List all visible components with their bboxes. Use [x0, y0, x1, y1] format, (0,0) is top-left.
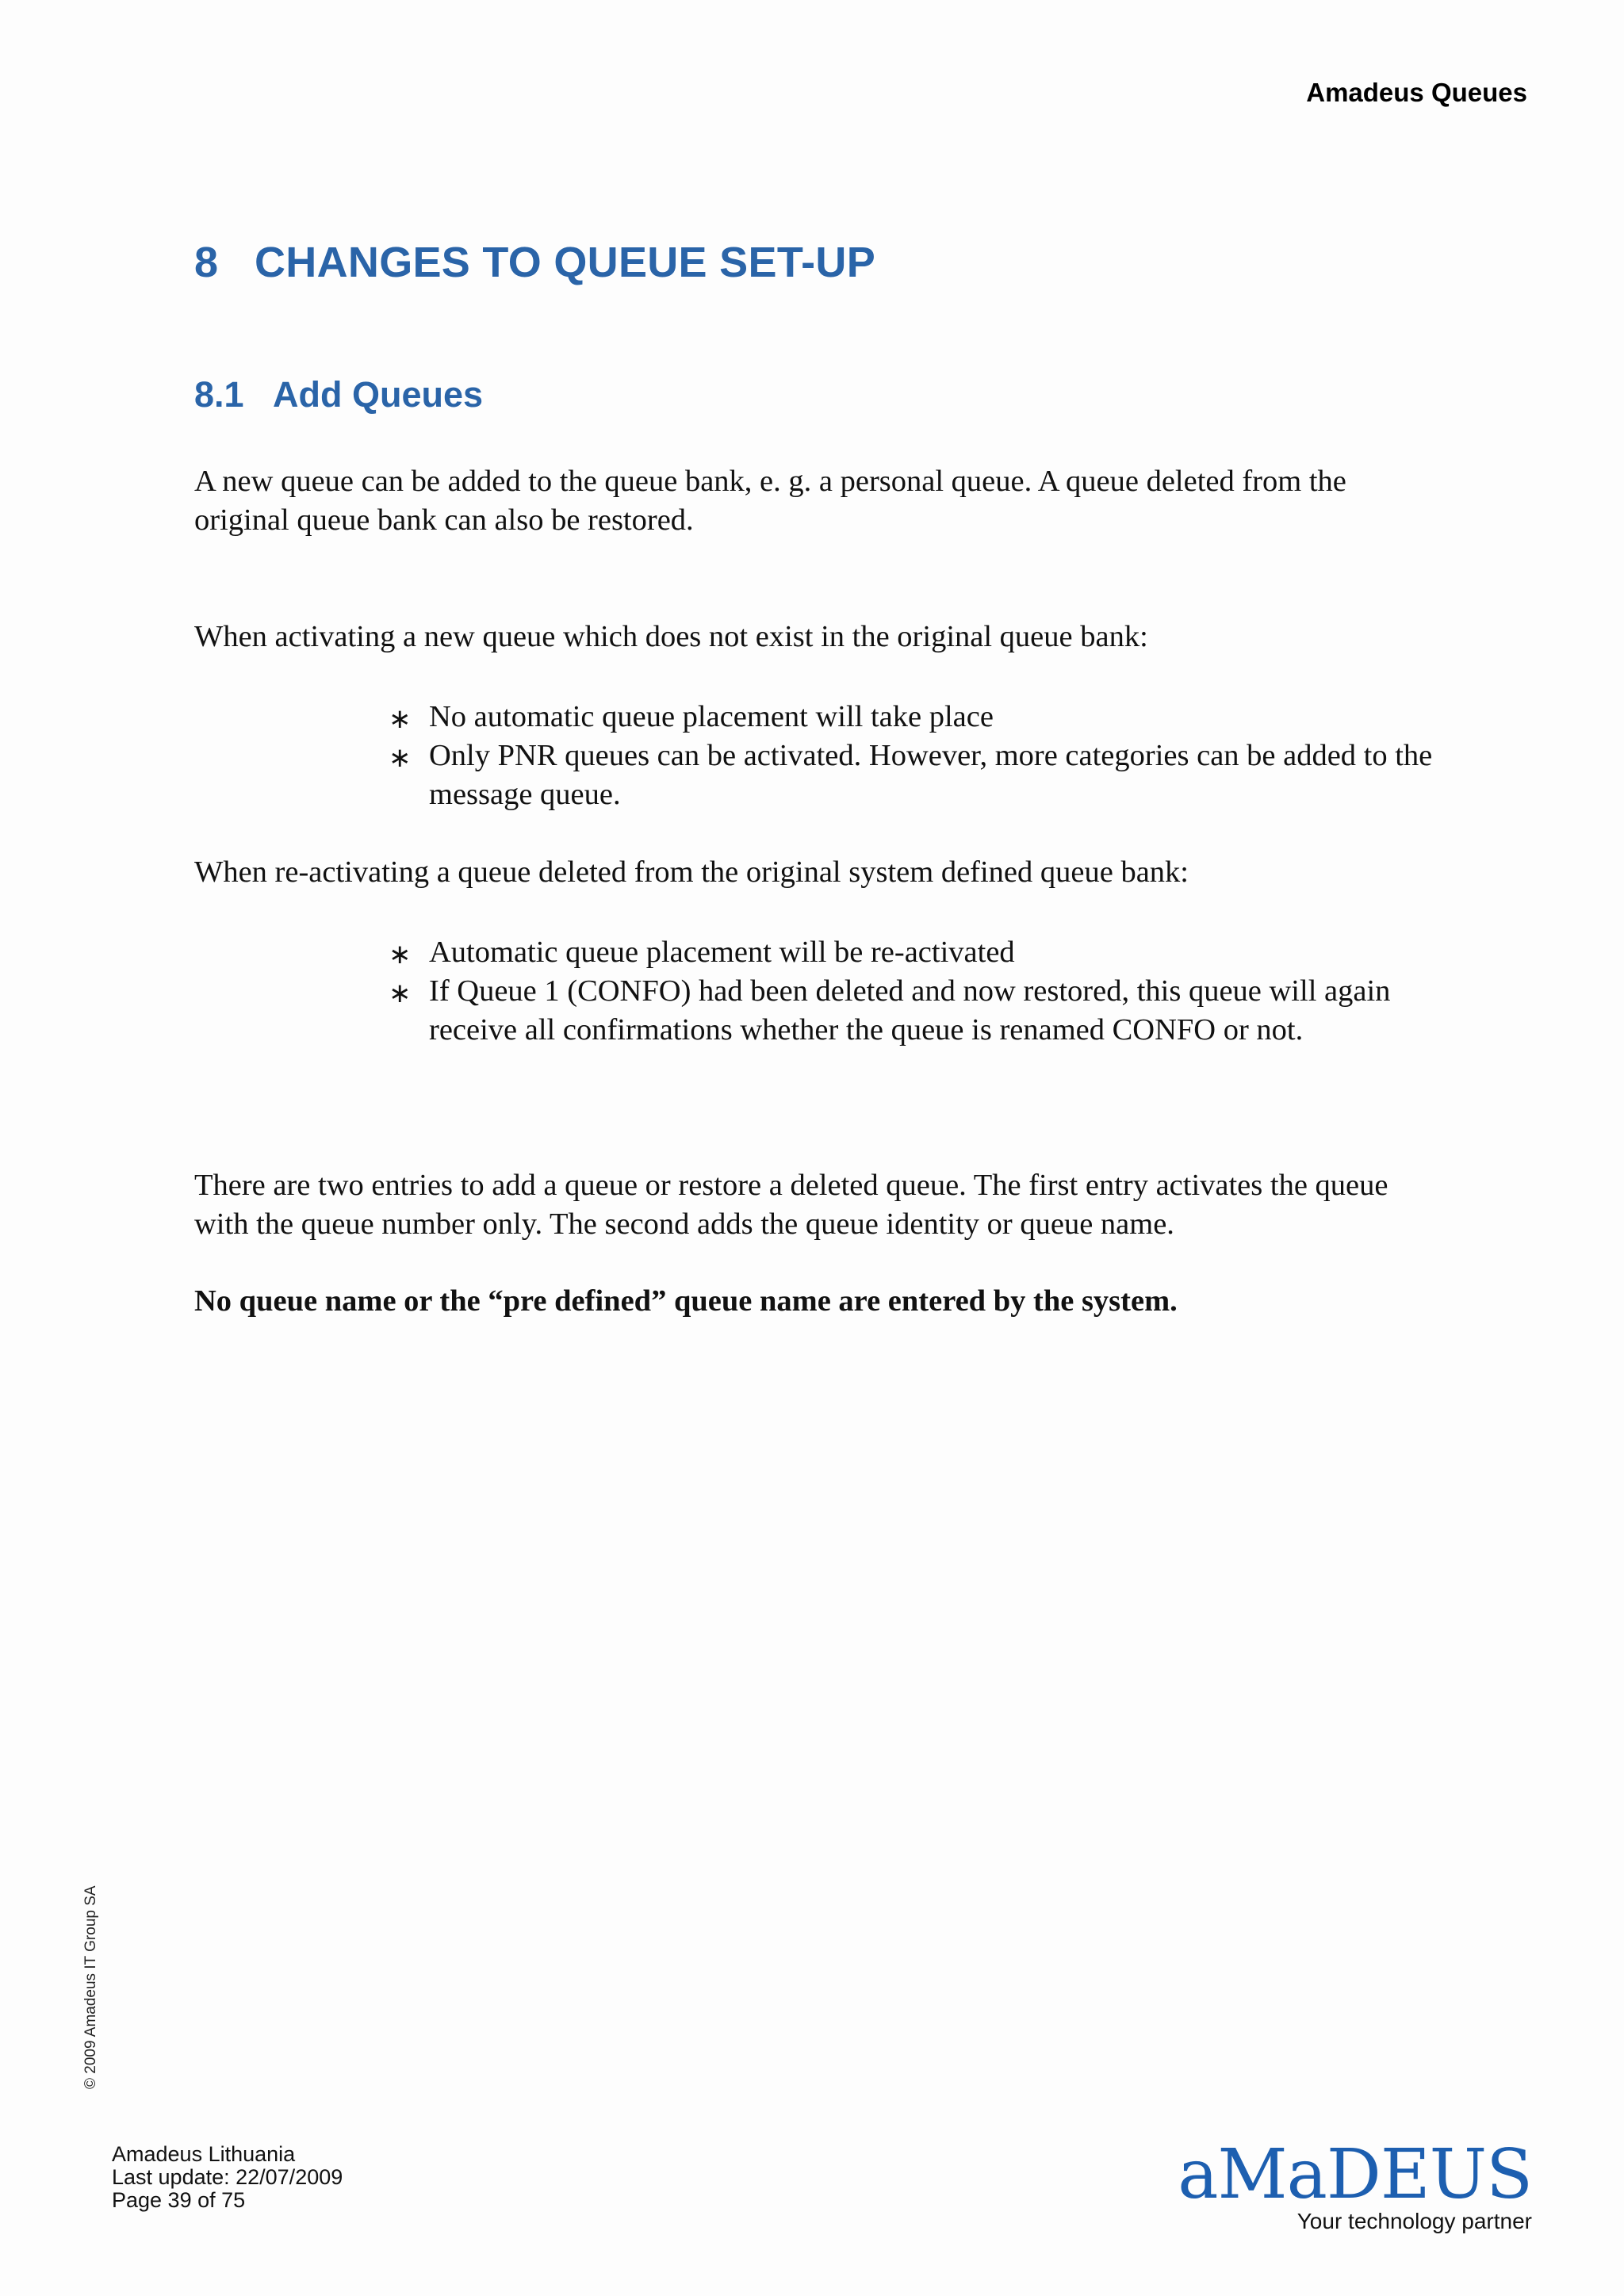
- reactivate-bullet-list: [389, 933, 1451, 1050]
- bullet-text: If Queue 1 (CONFO) had been deleted and now restored, this queue will again receive all confirmations whether the queue is renamed CONFO or not.: [429, 974, 1391, 1047]
- entries-paragraph: There are two entries to add a queue or restore a deleted queue. The first entry activates the queue with the queue number only. The second adds the queue identity or queue name.: [194, 1169, 1388, 1241]
- list-item: [389, 698, 1451, 737]
- footer-page-number: Page 39 of 75: [112, 2188, 246, 2212]
- bullet-icon: ∗: [389, 940, 412, 970]
- bullet-icon: ∗: [389, 744, 412, 773]
- subsection-title: Add Queues: [273, 374, 484, 415]
- subsection-heading: [194, 374, 483, 415]
- list-item: [389, 972, 1451, 1050]
- list-item: [389, 737, 1451, 814]
- section-title: CHANGES TO QUEUE SET-UP: [255, 239, 876, 286]
- new-queue-bullet-list: [389, 698, 1451, 814]
- section-heading: [194, 238, 875, 287]
- list-item: [389, 933, 1451, 972]
- running-header: Amadeus Queues: [1306, 78, 1527, 107]
- logo-wordmark: aMaDEUS: [1178, 2135, 1532, 2214]
- section-number: 8: [194, 239, 219, 286]
- footer-info: [112, 2143, 343, 2212]
- bullet-text: Automatic queue placement will be re-activated: [429, 936, 1015, 969]
- amadeus-logo: [1178, 2135, 1532, 2234]
- footer-last-update: Last update: 22/07/2009: [112, 2165, 343, 2189]
- bullet-icon: ∗: [389, 705, 412, 734]
- bullet-text: No automatic queue placement will take place: [429, 700, 994, 733]
- bullet-text: Only PNR queues can be activated. However, more categories can be added to the message queue.: [429, 739, 1433, 811]
- reactivate-lead: When re-activating a queue deleted from the original system defined queue bank:: [194, 855, 1189, 889]
- copyright-notice: © 2009 Amadeus IT Group SA: [82, 1885, 99, 2089]
- subsection-number: 8.1: [194, 374, 244, 415]
- intro-paragraph: A new queue can be added to the queue bank, e. g. a personal queue. A queue deleted from the original queue bank can also be restored.: [194, 465, 1346, 537]
- logo-tagline: Your technology partner: [1297, 2209, 1532, 2233]
- new-queue-lead: When activating a new queue which does not exist in the original queue bank:: [194, 620, 1148, 653]
- footer-company: Amadeus Lithuania: [112, 2142, 296, 2166]
- bold-note: No queue name or the “pre defined” queue name are entered by the system.: [194, 1284, 1178, 1318]
- bullet-icon: ∗: [389, 979, 412, 1008]
